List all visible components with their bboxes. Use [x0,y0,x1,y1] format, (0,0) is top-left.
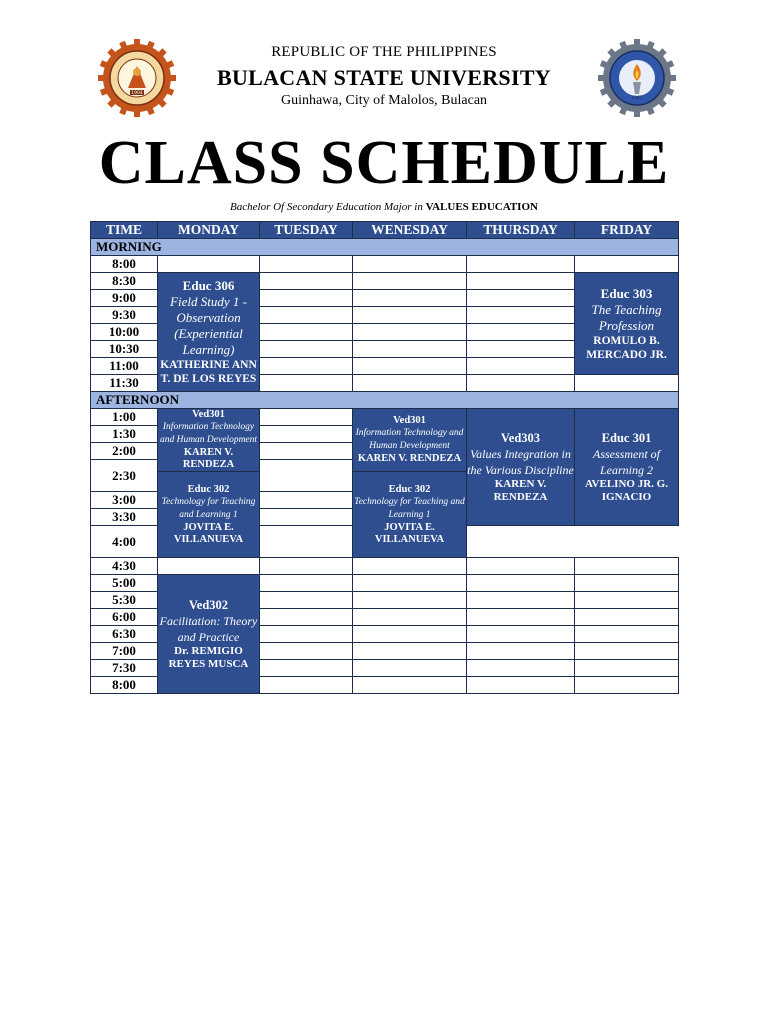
empty-cell [353,324,467,341]
empty-cell [260,426,353,443]
time-cell: 6:30 [91,626,158,643]
empty-cell [353,660,467,677]
class-teacher: JOVITA E. VILLANUEVA [374,521,445,545]
section-label-afternoon: AFTERNOON [91,392,679,409]
time-cell: 8:00 [91,677,158,694]
time-cell: 1:00 [91,409,158,426]
class-code: Educ 302 [187,483,230,495]
empty-cell [260,609,353,626]
empty-cell [353,626,467,643]
empty-cell [260,290,353,307]
class-block-ved302 [158,575,260,694]
empty-cell [260,575,353,592]
empty-cell [260,509,353,526]
empty-cell [260,256,353,273]
table-row [91,273,679,290]
class-teacher: KAREN V. RENDEZA [493,477,548,503]
program-prefix: Bachelor Of Secondary Education Major in [230,201,423,213]
university-name: BULACAN STATE UNIVERSITY [216,65,551,90]
class-teacher: JOVITA E. VILLANUEVA [173,521,244,545]
empty-cell [158,558,260,575]
time-cell: 3:00 [91,492,158,509]
column-header-monday: MONDAY [158,222,260,239]
empty-cell [467,256,575,273]
empty-cell [353,290,467,307]
empty-cell [260,558,353,575]
empty-cell [467,558,575,575]
table-row [91,256,679,273]
empty-cell [575,256,679,273]
empty-cell [467,643,575,660]
time-cell: 10:30 [91,341,158,358]
section-label-morning: MORNING [91,239,679,256]
empty-cell [353,358,467,375]
column-header-tuesday: TUESDAY [260,222,353,239]
time-cell: 4:00 [91,526,158,558]
schedule-table [90,221,679,694]
empty-cell [467,609,575,626]
empty-cell [260,643,353,660]
empty-cell [260,592,353,609]
empty-cell [260,677,353,694]
empty-cell [353,256,467,273]
time-cell: 9:30 [91,307,158,324]
class-name: Facilitation: Theory and Practice [159,613,258,644]
time-cell: 11:00 [91,358,158,375]
table-row [91,409,679,426]
time-cell: 7:30 [91,660,158,677]
empty-cell [575,677,679,694]
empty-cell [260,492,353,509]
column-header-friday: FRIDAY [575,222,679,239]
empty-cell [353,592,467,609]
class-teacher: Dr. REMIGIO REYES MUSCA [168,644,249,670]
class-code: Educ 301 [601,430,652,445]
empty-cell [467,358,575,375]
class-teacher: AVELINO JR. G. IGNACIO [585,477,668,503]
republic-heading: REPUBLIC OF THE PHILIPPINES [271,44,497,60]
empty-cell [260,660,353,677]
empty-cell [575,575,679,592]
class-name: Technology for Teaching and Learning 1 [354,496,465,520]
time-cell: 3:30 [91,509,158,526]
time-cell: 7:00 [91,643,158,660]
empty-cell [260,341,353,358]
class-block-educ303 [575,273,679,375]
class-name: Values Integration in the Various Discipline [467,446,574,477]
empty-cell [467,324,575,341]
time-cell: 10:00 [91,324,158,341]
time-cell: 9:00 [91,290,158,307]
empty-cell [467,307,575,324]
empty-cell [353,609,467,626]
time-cell: 4:30 [91,558,158,575]
class-teacher: KATHERINE ANN T. DE LOS REYES [160,359,257,385]
empty-cell [260,375,353,392]
class-code: Educ 306 [182,278,235,293]
empty-cell [467,660,575,677]
seal-year-right: 1967 [631,96,643,101]
empty-cell [575,375,679,392]
empty-cell [353,307,467,324]
class-name: Field Study 1 - Observation (Experiential Learning) [170,294,247,357]
page-title: CLASS SCHEDULE [98,129,670,197]
empty-cell [575,592,679,609]
class-name: Information Technology and Human Development [159,422,258,445]
class-block-educ302-monday [158,472,260,558]
class-code: Ved301 [393,415,426,426]
time-cell: 5:00 [91,575,158,592]
table-header-row [91,222,679,239]
empty-cell [467,341,575,358]
class-block-ved301-monday [158,409,260,472]
empty-cell [353,643,467,660]
table-row [91,575,679,592]
empty-cell [353,677,467,694]
class-block-educ306 [158,273,260,392]
empty-cell [260,460,353,492]
time-cell: 8:30 [91,273,158,290]
empty-cell [353,273,467,290]
class-block-educ302-wednesday [353,472,467,558]
empty-cell [575,660,679,677]
class-teacher: ROMULO B. MERCADO JR. [586,334,667,361]
time-cell: 2:00 [91,443,158,460]
program-subtitle [0,201,768,213]
class-block-educ301 [575,409,679,526]
time-cell: 2:30 [91,460,158,492]
empty-cell [575,609,679,626]
class-name: Information Technology and Human Development [355,428,464,451]
class-name: Assessment of Learning 2 [593,446,660,477]
column-header-wednesday: WENESDAY [353,222,467,239]
class-code: Ved302 [188,597,229,612]
class-block-ved301-wednesday [353,409,467,472]
empty-cell [467,626,575,643]
empty-cell [353,341,467,358]
empty-cell [467,273,575,290]
class-teacher: KAREN V. RENDEZA [357,453,462,464]
time-cell: 5:30 [91,592,158,609]
empty-cell [260,409,353,426]
program-major: VALUES EDUCATION [425,201,538,213]
empty-cell [353,375,467,392]
class-name: The Teaching Profession [591,301,662,333]
empty-cell [260,273,353,290]
seal-year-left: 1904 [131,91,143,96]
empty-cell [467,592,575,609]
time-cell: 8:00 [91,256,158,273]
class-code: Educ 303 [600,285,653,301]
university-address: Guinhawa, City of Malolos, Bulacan [280,93,488,108]
empty-cell [575,626,679,643]
section-row-morning [91,239,679,256]
class-name: Technology for Teaching and Learning 1 [161,496,256,520]
empty-cell [353,558,467,575]
class-code: Educ 302 [388,483,431,495]
empty-cell [158,256,260,273]
empty-cell [260,324,353,341]
class-block-ved303 [467,409,575,526]
time-cell: 1:30 [91,426,158,443]
empty-cell [575,643,679,660]
class-code: Ved301 [192,409,225,420]
empty-cell [260,358,353,375]
empty-cell [575,558,679,575]
class-teacher: KAREN V. RENDEZA [182,447,235,470]
class-code: Ved303 [500,430,541,445]
empty-cell [467,575,575,592]
column-header-thursday: THURSDAY [467,222,575,239]
column-header-time: TIME [91,222,158,239]
empty-cell [260,307,353,324]
empty-cell [260,443,353,460]
section-row-afternoon [91,392,679,409]
empty-cell [467,677,575,694]
empty-cell [467,290,575,307]
empty-cell [467,375,575,392]
time-cell: 6:00 [91,609,158,626]
empty-cell [353,575,467,592]
empty-cell [260,626,353,643]
time-cell: 11:30 [91,375,158,392]
empty-cell [260,526,353,558]
table-row [91,558,679,575]
